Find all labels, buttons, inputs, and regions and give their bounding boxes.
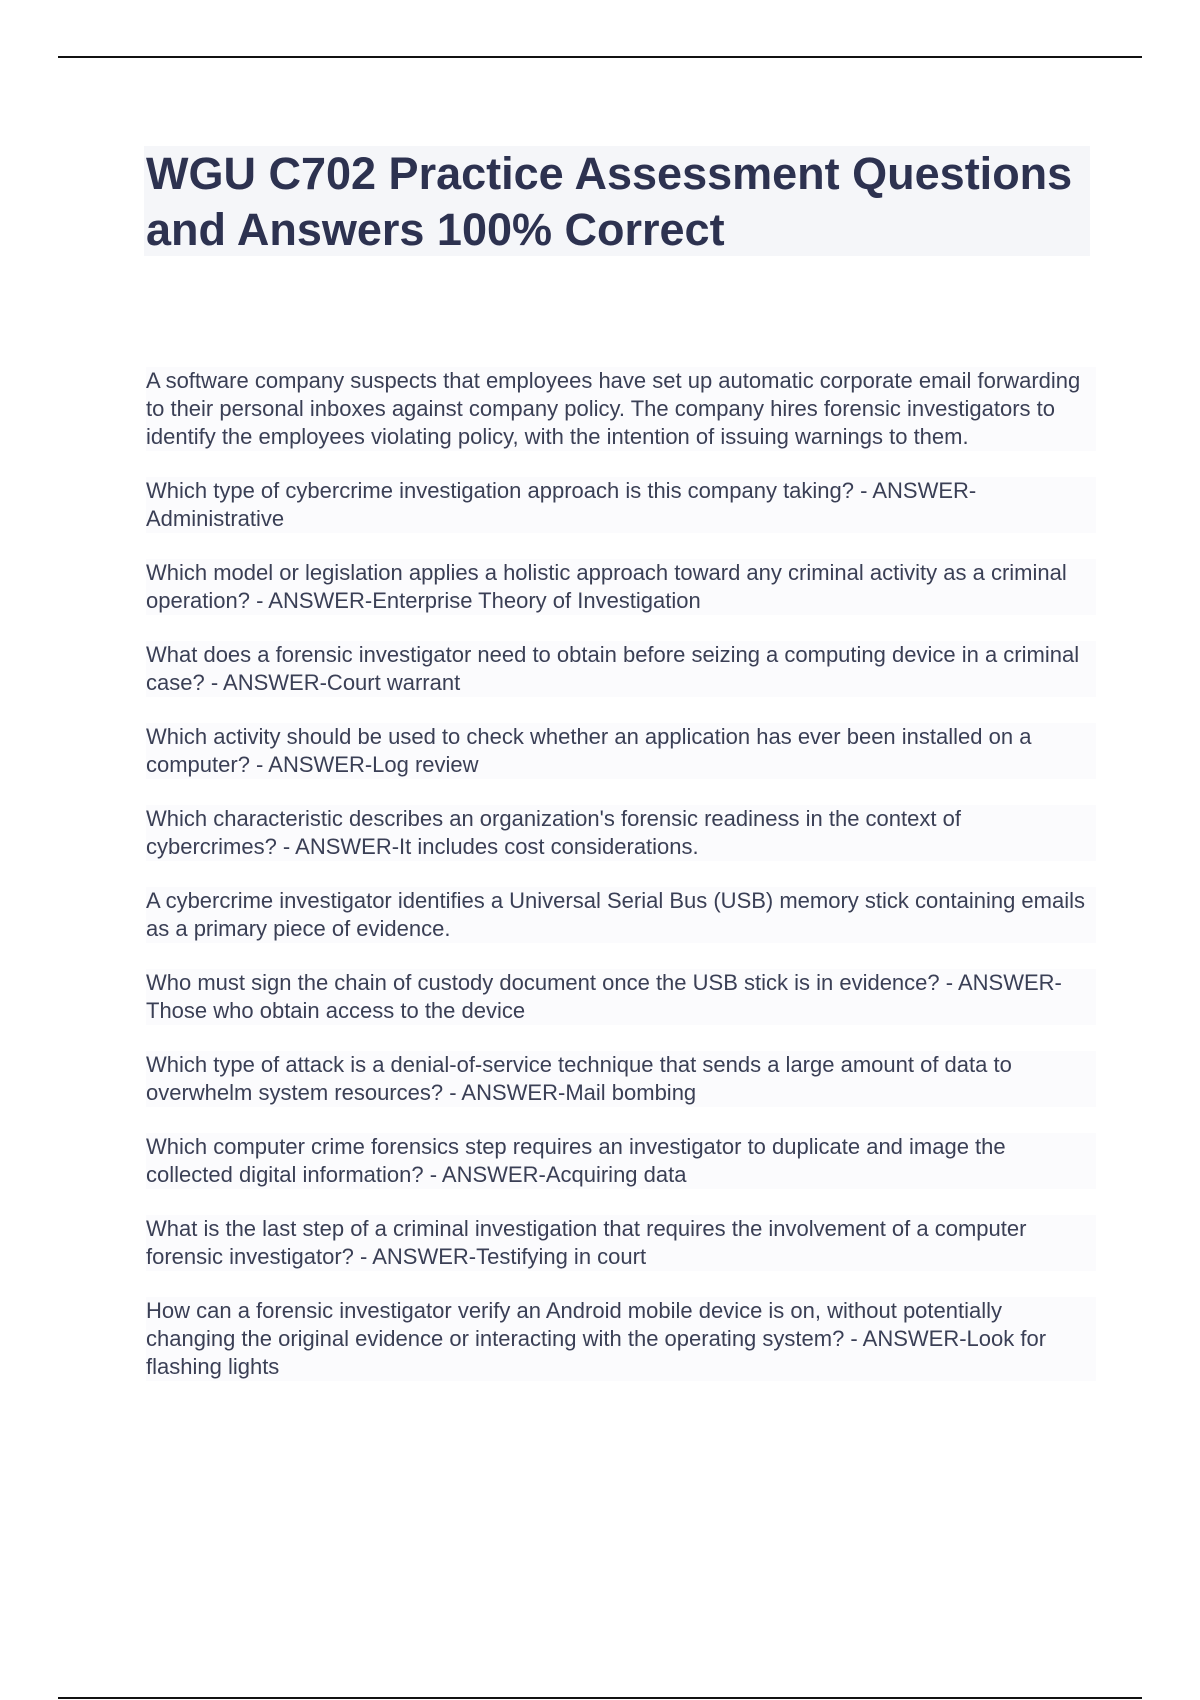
qa-item: What is the last step of a criminal investigation that requires the involvement of a computer forensic investigator? - ANSWER-Testifying in court xyxy=(146,1215,1096,1271)
intro-paragraph: A software company suspects that employees have set up automatic corporate email forwarding to their personal inboxes against company policy. The company hires forensic investigators to identify the employees violating policy, with the intention of issuing warnings to them. xyxy=(146,367,1096,451)
footer-rule xyxy=(58,1697,1142,1699)
qa-item: Which characteristic describes an organization's forensic readiness in the context of cybercrimes? - ANSWER-It includes cost considerations. xyxy=(146,805,1096,861)
qa-item: What does a forensic investigator need to obtain before seizing a computing device in a criminal case? - ANSWER-Court warrant xyxy=(146,641,1096,697)
qa-list xyxy=(146,367,1096,1407)
qa-item: Who must sign the chain of custody document once the USB stick is in evidence? - ANSWER-Those who obtain access to the device xyxy=(146,969,1096,1025)
qa-item: Which model or legislation applies a holistic approach toward any criminal activity as a criminal operation? - ANSWER-Enterprise Theory of Investigation xyxy=(146,559,1096,615)
qa-item: Which type of cybercrime investigation approach is this company taking? - ANSWER-Administrative xyxy=(146,477,1096,533)
qa-item: Which activity should be used to check whether an application has ever been installed on a computer? - ANSWER-Log review xyxy=(146,723,1096,779)
qa-item: How can a forensic investigator verify an Android mobile device is on, without potentially changing the original evidence or interacting with the operating system? - ANSWER-Look for flashing lights xyxy=(146,1297,1096,1381)
scenario-paragraph: A cybercrime investigator identifies a Universal Serial Bus (USB) memory stick containing emails as a primary piece of evidence. xyxy=(146,887,1096,943)
qa-item: Which type of attack is a denial-of-service technique that sends a large amount of data to overwhelm system resources? - ANSWER-Mail bombing xyxy=(146,1051,1096,1107)
header-rule xyxy=(58,56,1142,58)
document-title: WGU C702 Practice Assessment Questions and Answers 100% Correct xyxy=(146,148,1073,255)
qa-item: Which computer crime forensics step requires an investigator to duplicate and image the collected digital information? - ANSWER-Acquiring data xyxy=(146,1133,1096,1189)
